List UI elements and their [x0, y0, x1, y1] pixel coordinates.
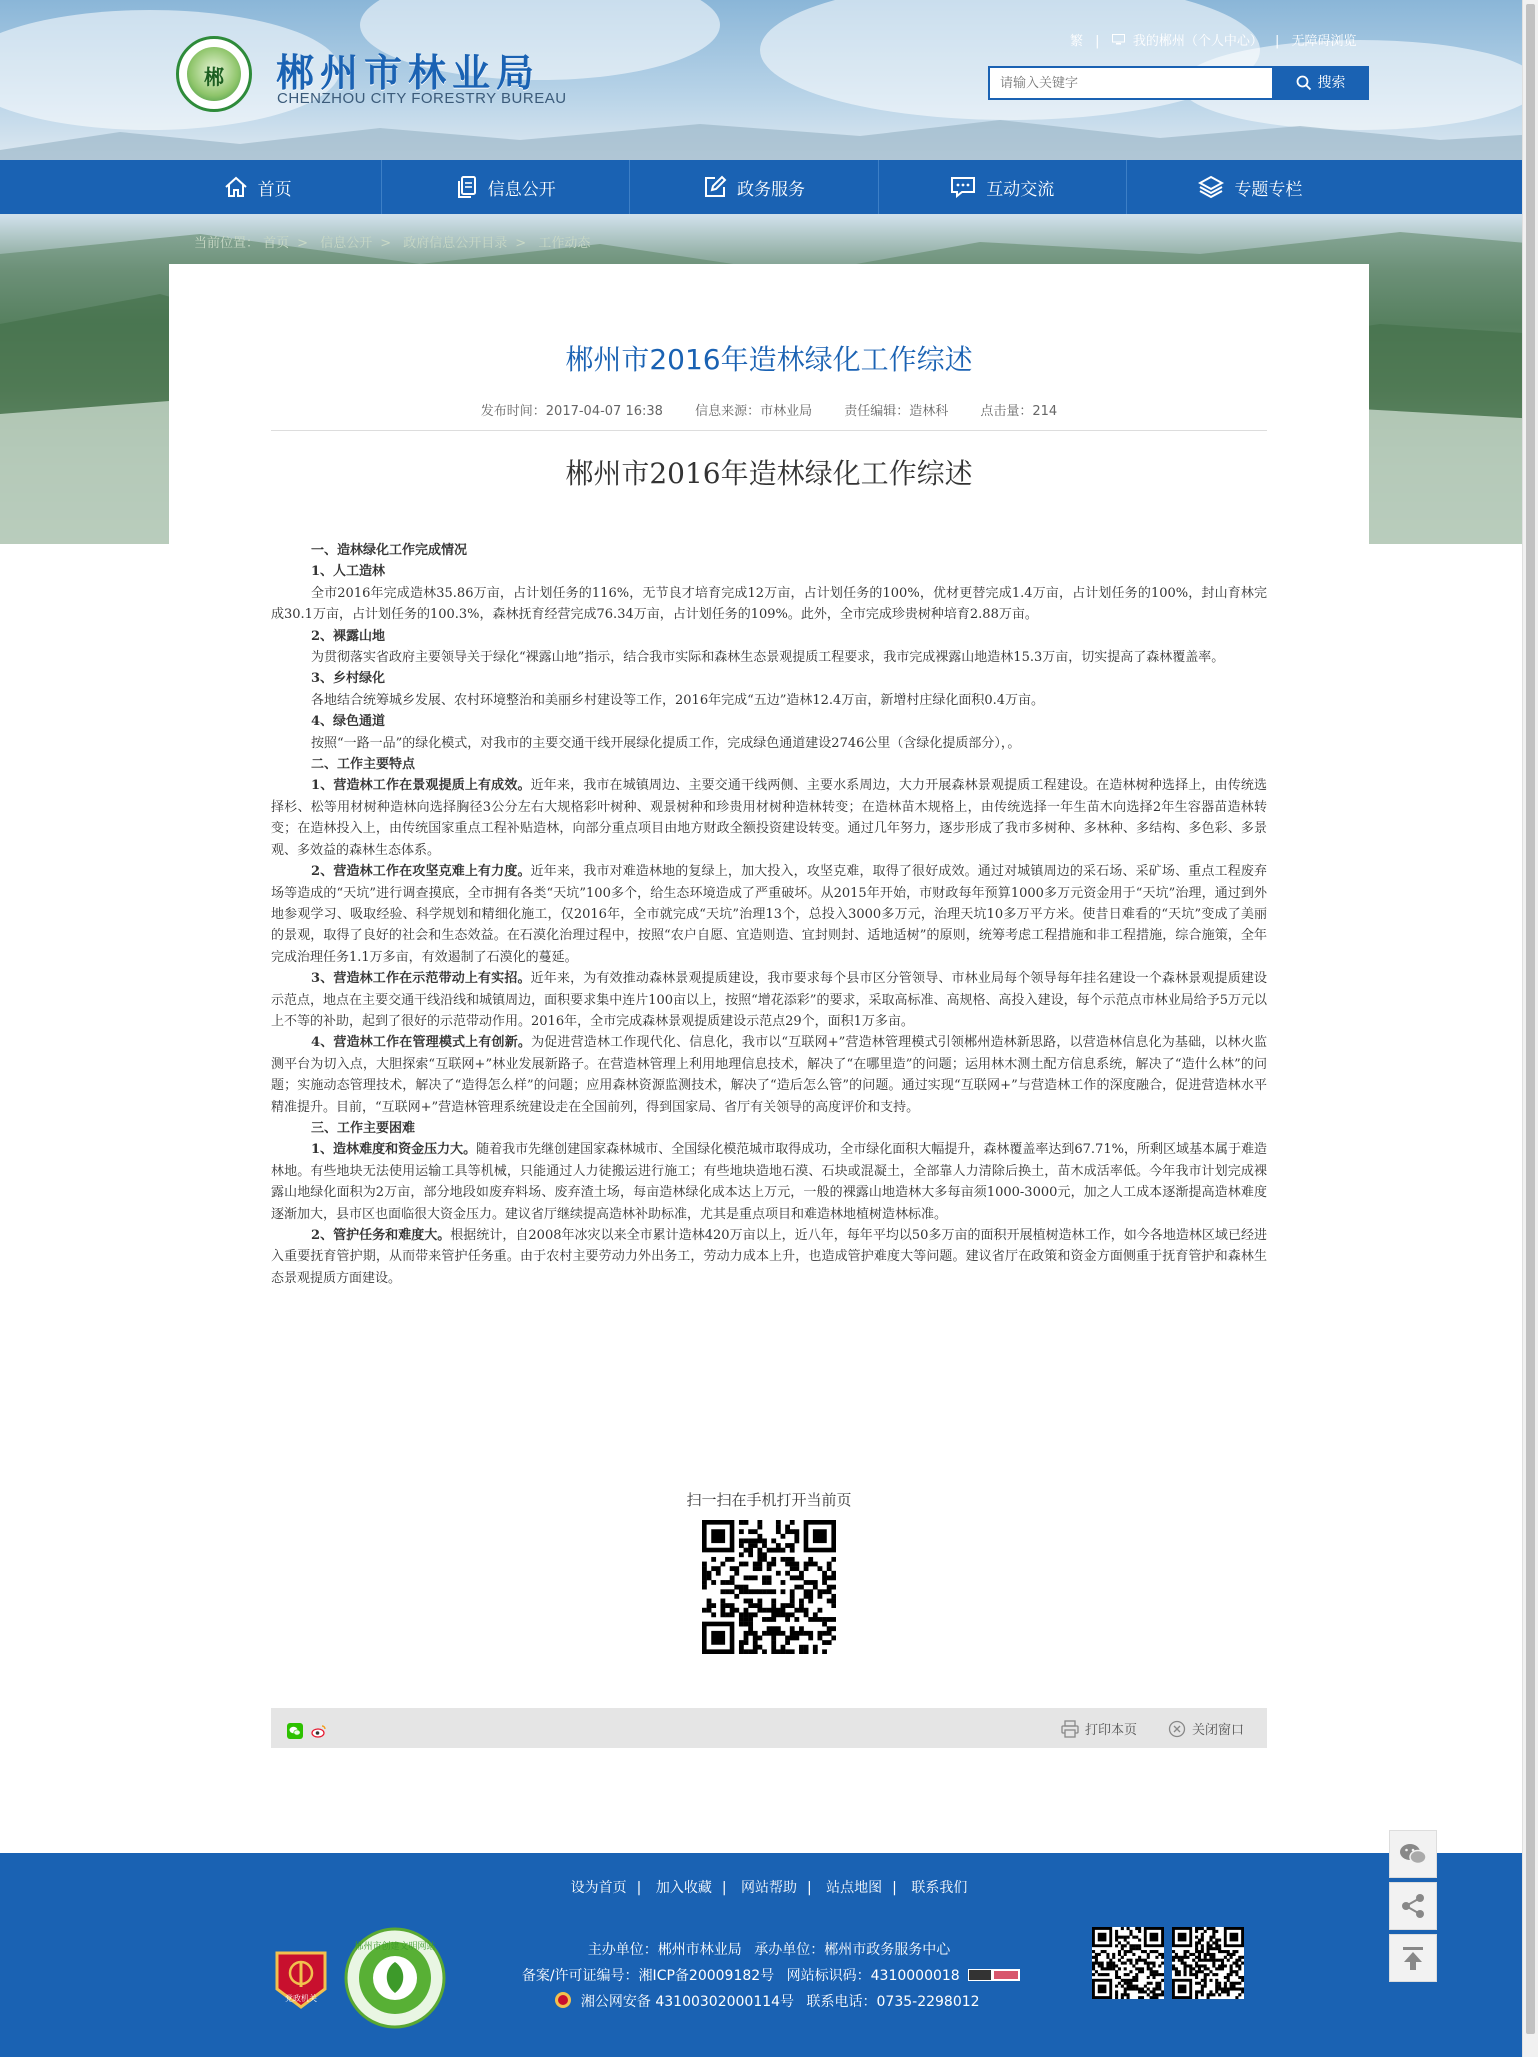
site-subtitle: CHENZHOU CITY FORESTRY BUREAU: [277, 90, 567, 107]
article-container: [169, 264, 1369, 1814]
publish-date: 发布时间：2017-04-07 16:38: [480, 404, 663, 419]
print-page-button[interactable]: [1061, 1719, 1137, 1738]
separator: |: [1095, 34, 1100, 49]
search-button-label: 搜索: [1317, 75, 1346, 91]
footer-host: 主办单位：郴州市林业局: [587, 1942, 742, 1958]
page-scrollbar[interactable]: [1522, 0, 1538, 2057]
logo-text: 郴: [204, 65, 224, 89]
nav-item-label: 专题专栏: [1234, 179, 1303, 200]
breadcrumb-item-home[interactable]: 首页: [263, 236, 290, 251]
edit-icon: [703, 175, 727, 199]
footer-phone: 联系电话：0735-2298012: [806, 1994, 980, 2010]
search-icon: [1296, 75, 1312, 91]
footer-site-code: 网站标识码：4310000018: [786, 1968, 960, 1984]
article-title: 郴州市2016年造林绿化工作综述: [565, 343, 973, 376]
breadcrumb-item-work-news[interactable]: 工作动态: [538, 236, 591, 251]
article-heading: [271, 711, 1267, 732]
paragraph-text: 全市2016年完成造林35.86万亩，占计划任务的116%，无节良才培育完成12万亩，占计划任务的100%，优材更替完成1.4万亩，占计划任务的100%，封山育林完成30.1万亩，占计划任务的100.3%，森林抚育经营完成76.34万亩，占计划任务的109%。此外，全市完成珍贵树种培育2.88万亩。: [271, 585, 1267, 623]
footer-qr-code-1: [1092, 1927, 1164, 1999]
footer-icp[interactable]: 备案/许可证编号：湘ICP备20009182号: [521, 1968, 775, 1984]
article-paragraph: [271, 775, 1267, 861]
article-paragraph: [271, 968, 1267, 1032]
paragraph-lead: 1、造林难度和资金压力大。: [311, 1142, 477, 1158]
paragraph-lead: 2、管护任务和难度大。: [311, 1228, 451, 1243]
footer-info: [0, 1937, 1538, 2015]
side-share-button[interactable]: [1389, 1882, 1437, 1930]
site-footer: [0, 1853, 1538, 2057]
floating-side-tools: [1389, 1830, 1437, 1986]
search-input[interactable]: [990, 68, 1210, 98]
article-paragraph: [271, 733, 1267, 754]
separator: |: [892, 1880, 897, 1896]
paragraph-lead: 一、造林绿化工作完成情况: [311, 543, 468, 558]
editor: 责任编辑：造林科: [844, 404, 949, 419]
separator: |: [807, 1880, 812, 1896]
paragraph-lead: 3、营造林工作在示范带动上有实招。: [311, 971, 531, 987]
scrollbar-thumb[interactable]: [1526, 4, 1535, 2034]
info-source: 信息来源：市林业局: [695, 404, 813, 419]
paragraph-lead: 2、营造林工作在攻坚克难上有力度。: [311, 864, 531, 880]
paragraph-lead: 三、工作主要困难: [311, 1120, 416, 1136]
breadcrumb-separator: >: [515, 236, 527, 251]
paragraph-text: 近年来，为有效推动森林景观提质建设，我市要求每个县市区分管领导、市林业局每个领导每年挂名建设一个森林景观提质建设示范点，地点在主要交通干线沿线和城镇周边，面积要求集中连片100亩以上，按照“增花添彩”的要求，采取高标准、高规格、高投入建设，每个示范点市林业局给予5万元以上不等的补助，起到了很好的示范带动作用。2016年，全市完成森林景观提质建设示范点29个，面积1万多亩。: [271, 971, 1267, 1029]
separator: |: [636, 1880, 642, 1896]
footer-link-favorite[interactable]: 加入收藏: [655, 1880, 712, 1896]
footer-links: [0, 1877, 1538, 1897]
paragraph-text: 为促进营造林工作现代化、信息化，我市以“互联网+”营造林管理模式引领郴州造林新思路，以营造林信息化为基础，以林火监测平台为切入点，大胆探索“互联网+”林业发展新路子。在营造林管理上利用地理信息技术，解决了“在哪里造”的问题；运用林木测土配方信息系统，解决了“造什么林”的问题；实施动态管理技术，解决了“造得怎么样”的问题；应用森林资源监测技术，解决了“造后怎么管”的问题。通过实现“互联网+”与营造林工作的深度融合，促进营造林水平精准提升。目前，“互联网+”营造林管理系统建设走在全国前列，得到国家局、省厅有关领导的高度评价和支持。: [271, 1035, 1267, 1115]
layers-icon: [1198, 175, 1224, 199]
main-nav: [0, 160, 1538, 214]
my-chenzhou-link[interactable]: 我的郴州（个人中心）: [1132, 34, 1263, 49]
site-title[interactable]: 郴州市林业局: [276, 51, 541, 95]
page-qr-code: [702, 1520, 836, 1654]
article-paragraph: [271, 861, 1267, 968]
paragraph-text: 为贯彻落实省政府主要领导关于绿化“裸露山地”指示，结合我市实际和森林生态景观提质工程要求，我市完成裸露山地造林15.3万亩，切实提高了森林覆盖率。: [311, 650, 1225, 666]
paragraph-text: 近年来，我市对难造林地的复绿上，加大投入，攻坚克难，取得了很好成效。通过对城镇周边的采石场、采矿场、重点工程废弃场等造成的“天坑”进行调查摸底，全市拥有各类“天坑”100多个，给生态环境造成了严重破坏。从2015年开始，市财政每年预算1000多万元资金用于“天坑”治理，通过到外地参观学习、吸取经验、科学规划和精细化施工，仅2016年，全市就完成“天坑”治理13个，总投入3000多万元，治理天坑10多万平方米。使昔日难看的“天坑”变成了美丽的景观，取得了良好的社会和生态效益。在石漠化治理过程中，按照“农户自愿、宜造则造、宜封则封、适地适树”的原则，统筹考虑工程措施和非工程措施，综合施策，全年完成治理任务1.1万多亩，有效遏制了石漠化的蔓延。: [271, 864, 1267, 965]
badge1-text: 党政机关: [285, 1994, 317, 2003]
article-paragraph: [271, 690, 1267, 711]
article-paragraph: [271, 1032, 1267, 1118]
paragraph-text: 随着我市先继创建国家森林城市、全国绿化模范城市取得成功，全市绿化面积大幅提升，森林覆盖率达到67.71%，所剩区域基本属于难造林地。有些地块无法使用运输工具等机械，只能通过人力徒搬运进行施工；有些地块造地石漠、石块或混凝土，全部靠人力清除后换土，苗木成活率低。今年我市计划完成裸露山地绿化面积为2万亩，部分地段如废弃料场、废弃渣土场，每亩造林绿化成本达上万元，一般的裸露山地造林大多每亩须1000-3000元，加之人工成本逐渐提高造林难度逐渐加大，县市区也面临很大资金压力。建议省厅继续提高造林补助标准，尤其是重点项目和难造林地植树造林标准。: [271, 1142, 1268, 1222]
document-title: 郴州市2016年造林绿化工作综述: [565, 457, 973, 490]
weibo-icon[interactable]: [311, 1723, 327, 1739]
footer-link-set-home[interactable]: 设为首页: [570, 1880, 627, 1896]
article-paragraph: [271, 583, 1267, 626]
footer-undertaker: 承办单位：郴州市政务服务中心: [754, 1942, 951, 1958]
article-heading: [271, 754, 1267, 775]
nav-item-label: 首页: [257, 179, 292, 200]
footer-link-contact[interactable]: 联系我们: [911, 1880, 968, 1896]
divider: [271, 430, 1267, 431]
side-wechat-button[interactable]: [1389, 1830, 1437, 1878]
separator: |: [721, 1880, 727, 1896]
paragraph-lead: 1、营造林工作在景观提质上有成效。: [311, 778, 531, 794]
home-icon: [224, 176, 248, 198]
footer-link-sitemap[interactable]: 站点地图: [826, 1880, 883, 1896]
nav-item-home[interactable]: [134, 160, 382, 214]
article-heading: [271, 668, 1267, 689]
paragraph-text: 各地结合统筹城乡发展、农村环境整治和美丽乡村建设等工作，2016年完成“五边”造林12.4万亩，新增村庄绿化面积0.4万亩。: [311, 692, 1044, 708]
paragraph-lead: 4、绿色通道: [311, 714, 386, 730]
nav-item-interaction[interactable]: [879, 160, 1127, 214]
paragraph-text: 近年来，我市在城镇周边、主要交通干线两侧、主要水系周边，大力开展森林景观提质工程建设。在造林树种选择上，由传统选择杉、松等用材树种造林向选择胸径3公分左右大规格彩叶树种、观景树种和珍贵用材树种造林转变；在造林苗木规格上，由传统选择一年生苗木向选择2年生容器苗造林转变；在造林投入上，由传统国家重点工程补贴造林，向部分重点项目由地方财政全额投资建设转变。通过几年努力，逐步形成了我市多树种、多林种、多结构、多色彩、多景观、多效益的森林生态体系。: [271, 778, 1267, 858]
back-to-top-icon: [1399, 1944, 1427, 1972]
article-paragraph: [271, 1225, 1267, 1289]
breadcrumb-item-info[interactable]: 信息公开: [320, 236, 373, 251]
nav-item-special-topics[interactable]: [1127, 160, 1374, 214]
article-heading: [271, 626, 1267, 647]
site-logo[interactable]: [176, 36, 252, 112]
paragraph-text: 根据统计，自2008年冰灾以来全市累计造林420万亩以上，近八年，每年平均以50多万亩的面积开展植树造林工作，如今各地造林区域已经进入重要抚育管护期，从而带来管护任务重。由于农村主要劳动力外出务工，劳动力成本上升，也造成管护难度大等问题。建议省厅在政策和资金方面侧重于抚育管护和森林生态景观提质方面建设。: [271, 1228, 1267, 1286]
search-button[interactable]: [1272, 66, 1369, 100]
print-label: 打印本页: [1085, 1723, 1138, 1738]
footer-row-icp: [0, 1963, 1538, 1989]
nav-item-label: 信息公开: [487, 179, 556, 200]
traditional-chinese-link[interactable]: 繁: [1070, 34, 1084, 49]
wechat-icon: [1398, 1841, 1428, 1867]
share-bar: [271, 1708, 1267, 1748]
police-badge-icon: [554, 1991, 572, 2009]
nav-item-info-disclosure[interactable]: [382, 160, 630, 214]
monitor-icon: [1112, 34, 1125, 49]
site-header: [0, 0, 1538, 160]
article-meta: [169, 400, 1369, 419]
breadcrumb-item-catalog[interactable]: 政府信息公开目录: [403, 236, 508, 251]
paragraph-lead: 2、裸露山地: [311, 628, 386, 644]
share-icons: [287, 1720, 327, 1739]
footer-link-help[interactable]: 网站帮助: [741, 1880, 797, 1896]
article-paragraph: [271, 647, 1267, 668]
nav-item-gov-service[interactable]: [630, 160, 878, 214]
footer-police[interactable]: 湘公网安备 43100302000114号: [580, 1994, 795, 2010]
hit-count: 点击量：214: [980, 404, 1058, 419]
paragraph-lead: 3、乡村绿化: [311, 671, 386, 687]
nav-item-label: 互动交流: [986, 179, 1055, 200]
footer-row-police: [0, 1989, 1538, 2015]
close-icon: [1168, 1720, 1186, 1738]
footer-qr-code-2: [1172, 1927, 1244, 1999]
site-verify-icon[interactable]: [968, 1969, 1020, 1981]
paragraph-lead: 1、人工造林: [311, 564, 386, 580]
paragraph-lead: 二、工作主要特点: [311, 757, 416, 773]
chat-icon: [950, 176, 976, 198]
article-body: [271, 540, 1267, 1289]
accessibility-link[interactable]: 无障碍浏览: [1291, 34, 1357, 49]
breadcrumb-prefix: 当前位置：: [194, 236, 260, 251]
logo-emblem-icon: [187, 47, 241, 101]
side-back-to-top-button[interactable]: [1389, 1934, 1437, 1982]
printer-icon: [1061, 1720, 1079, 1738]
document-icon: [456, 175, 478, 199]
badge2-text: 郴州市创建文明网站: [354, 1942, 436, 1952]
article-heading: [271, 540, 1267, 561]
article-heading: [271, 561, 1267, 582]
paragraph-text: 按照“一路一品”的绿化模式，对我市的主要交通干线开展绿化提质工作，完成绿色通道建设2746公里（含绿化提质部分），。: [311, 735, 1021, 751]
separator: |: [1274, 34, 1280, 49]
close-window-button[interactable]: [1168, 1719, 1244, 1738]
top-links: [1070, 30, 1357, 49]
wechat-icon[interactable]: [287, 1723, 303, 1739]
qr-label: 扫一扫在手机打开当前页: [686, 1491, 852, 1509]
breadcrumb-separator: >: [297, 236, 309, 251]
share-icon: [1399, 1892, 1427, 1920]
footer-row-org: [0, 1937, 1538, 1963]
article-paragraph: [271, 1139, 1267, 1225]
nav-item-label: 政务服务: [737, 179, 805, 200]
search-box: [988, 66, 1274, 100]
paragraph-lead: 4、营造林工作在管理模式上有创新。: [311, 1035, 532, 1051]
breadcrumb: [194, 232, 590, 251]
close-label: 关闭窗口: [1192, 1723, 1245, 1738]
article-heading: [271, 1118, 1267, 1139]
breadcrumb-separator: >: [380, 236, 392, 251]
